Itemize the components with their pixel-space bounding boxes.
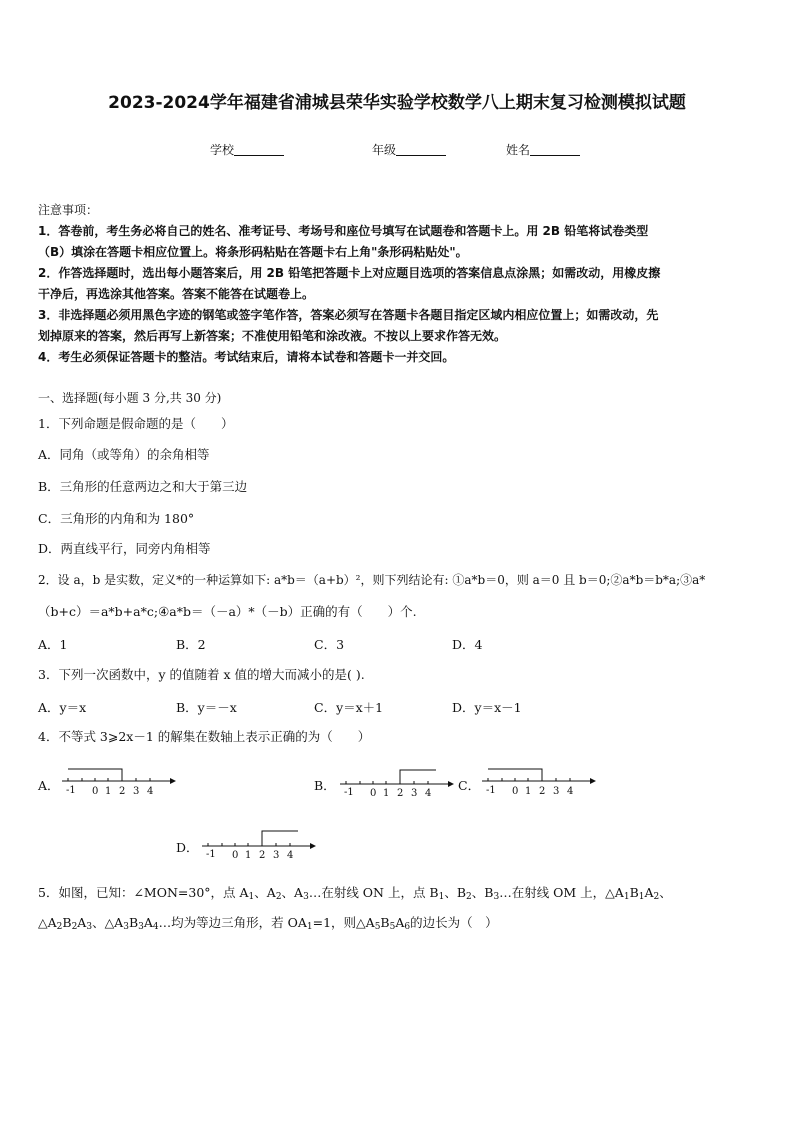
q2-option-b: B．2 <box>176 637 206 652</box>
subscript: 2 <box>71 922 78 932</box>
grade-field <box>372 141 446 158</box>
tick-label: -1 <box>206 849 216 860</box>
school-blank <box>234 143 284 156</box>
tick-label: 1 <box>525 786 532 797</box>
q5-text: A <box>143 915 153 930</box>
q5-text: A <box>395 915 405 930</box>
tick-label: 2 <box>119 786 126 797</box>
notice-item-2a: 2．作答选择题时，选出每小题答案后，用 2B 铅笔把答题卡上对应题目选项的答案信息点涂黑；如需改动，用橡皮擦 <box>38 266 661 280</box>
grade-label: 年级 <box>372 143 397 157</box>
section-heading: 一、选择题(每小题 3 分,共 30 分) <box>38 391 222 405</box>
q2-option-a: A．1 <box>38 637 68 652</box>
q1-option-b: B．三角形的任意两边之和大于第三边 <box>38 479 248 494</box>
q5-text: A <box>644 885 654 900</box>
q5-text: 、B <box>471 885 494 900</box>
notice-item-1b: （B）填涂在答题卡相应位置上。将条形码粘贴在答题卡右上角"条形码粘贴处"。 <box>38 245 468 259</box>
subscript: 3 <box>138 922 144 932</box>
tick-label: 3 <box>411 788 418 798</box>
q1-option-c: C．三角形的内角和为 180° <box>38 511 195 526</box>
notice-item-1a: 1．答卷前，考生务必将自己的姓名、准考证号、考场号和座位号填写在试题卷和答题卡上。用 2B 铅笔将试卷类型 <box>38 224 649 238</box>
q5-text: 、A <box>281 885 304 900</box>
tick-label: 4 <box>425 788 432 798</box>
subscript: 1 <box>248 892 255 902</box>
q4-option-b-label: B． <box>314 778 336 793</box>
page-title: 2023-2024学年福建省浦城县荣华实验学校数学八上期末复习检测模拟试题 <box>108 93 686 113</box>
q5-text: …均为等边三角形，若 OA <box>158 915 307 930</box>
subscript: 2 <box>466 892 472 902</box>
q4-option-c-numberline <box>480 764 600 798</box>
q5-stem-line2 <box>38 913 498 937</box>
tick-label: -1 <box>66 785 76 796</box>
subscript: 1 <box>638 892 645 902</box>
q5-stem-line1 <box>38 883 672 907</box>
axis-arrow <box>170 778 176 784</box>
q4-option-c-label: C． <box>458 778 481 793</box>
q2-stem-line1: 2．设 a，b 是实数，定义*的一种运算如下: a*b＝（a+b）²，则下列结论有: ①a*b＝0，则 a＝0 且 b＝0;②a*b＝b*a;③a* <box>38 573 706 587</box>
q5-text: 5．如图，已知：∠MON=30°，点 A <box>38 885 249 900</box>
tick-label: 4 <box>567 786 574 797</box>
q3-stem: 3．下列一次函数中，y 的值随着 x 值的增大而减小的是( ). <box>38 667 365 682</box>
q2-option-c: C．3 <box>314 637 345 652</box>
subscript: 1 <box>438 892 445 902</box>
tick-label: 4 <box>147 786 154 797</box>
q3-option-b: B．y＝－x <box>176 700 237 715</box>
tick-label: 3 <box>273 850 280 860</box>
q3-option-c: C．y＝x＋1 <box>314 700 384 715</box>
q5-text: 的边长为（ ） <box>410 915 498 930</box>
q5-text: 、A <box>254 885 276 900</box>
subscript: 6 <box>404 922 411 932</box>
q5-text: B <box>128 915 139 930</box>
q3-option-a: A．y＝x <box>38 700 87 715</box>
q5-text: …在射线 OM 上，△A <box>499 885 624 900</box>
tick-label: 0 <box>232 850 239 860</box>
notice-item-4: 4．考生必须保证答题卡的整洁。考试结束后，请将本试卷和答题卡一并交回。 <box>38 350 455 364</box>
q1-option-d: D．两直线平行，同旁内角相等 <box>38 541 211 556</box>
q4-option-d-numberline <box>200 826 320 860</box>
school-field <box>210 141 284 158</box>
q1-stem: 1．下列命题是假命题的是（ ） <box>38 416 234 431</box>
q4-option-a-label: A． <box>38 778 60 793</box>
notice-item-3b: 划掉原来的答案，然后再写上新答案；不准使用铅笔和涂改液。不按以上要求作答无效。 <box>38 329 507 343</box>
tick-label: -1 <box>486 785 496 796</box>
axis-arrow <box>590 778 596 784</box>
tick-label: 0 <box>512 786 519 797</box>
subscript: 3 <box>493 892 500 902</box>
q5-text: B <box>62 915 72 930</box>
subscript: 1 <box>623 892 630 902</box>
tick-label: -1 <box>344 787 354 798</box>
name-field <box>506 141 580 158</box>
q4-option-b-numberline <box>338 764 458 798</box>
q4-stem: 4．不等式 3⩾2x－1 的解集在数轴上表示正确的为（ ） <box>38 729 371 744</box>
tick-label: 3 <box>553 786 560 797</box>
q5-text: A <box>77 915 87 930</box>
solution-bracket <box>400 770 436 784</box>
tick-label: 0 <box>92 786 99 797</box>
subscript: 3 <box>303 892 309 902</box>
school-label: 学校 <box>210 143 235 157</box>
subscript: 3 <box>123 922 129 932</box>
q5-text: 、 <box>659 885 672 900</box>
tick-label: 2 <box>397 788 404 798</box>
subscript: 2 <box>275 892 282 902</box>
grade-blank <box>396 143 446 156</box>
q5-text: 、△A <box>92 915 124 930</box>
name-blank <box>530 143 580 156</box>
subscript: 4 <box>152 922 159 932</box>
q5-text: B <box>380 915 390 930</box>
tick-label: 1 <box>245 850 252 860</box>
tick-label: 1 <box>105 786 112 797</box>
axis-arrow <box>310 843 316 849</box>
notice-item-3a: 3．非选择题必须用黑色字迹的钢笔或签字笔作答，答案必须写在答题卡各题目指定区域内相应位置上；如需改动，先 <box>38 308 659 322</box>
q2-option-d: D．4 <box>452 637 483 652</box>
tick-label: 4 <box>287 850 294 860</box>
tick-label: 1 <box>383 788 390 798</box>
q5-text: =1，则△A <box>312 915 375 930</box>
subscript: 3 <box>86 922 93 932</box>
q2-stem-line2: （b+c）＝a*b+a*c;④a*b＝（－a）*（－b）正确的有（ ）个. <box>38 604 417 619</box>
q1-option-a: A．同角（或等角）的余角相等 <box>38 447 210 462</box>
notice-item-2b: 干净后，再选涂其他答案。答案不能答在试题卷上。 <box>38 287 315 301</box>
q4-option-d-label: D． <box>176 840 199 855</box>
q5-text: B <box>629 885 639 900</box>
tick-label: 3 <box>133 786 140 797</box>
q4-option-a-numberline <box>60 764 180 798</box>
tick-label: 0 <box>370 788 377 798</box>
subscript: 2 <box>653 892 660 902</box>
name-label: 姓名 <box>506 143 531 157</box>
subscript: 5 <box>374 922 381 932</box>
q5-text: △A <box>38 915 57 930</box>
subscript: 2 <box>56 922 63 932</box>
notice-heading: 注意事项： <box>38 203 99 217</box>
solution-bracket <box>262 831 298 846</box>
subscript: 1 <box>306 922 313 932</box>
q5-text: …在射线 ON 上，点 B <box>308 885 439 900</box>
axis-arrow <box>448 781 454 787</box>
q3-option-d: D．y＝x－1 <box>452 700 522 715</box>
q5-text: 、B <box>444 885 467 900</box>
tick-label: 2 <box>539 786 546 797</box>
subscript: 5 <box>389 922 396 932</box>
tick-label: 2 <box>259 850 266 860</box>
